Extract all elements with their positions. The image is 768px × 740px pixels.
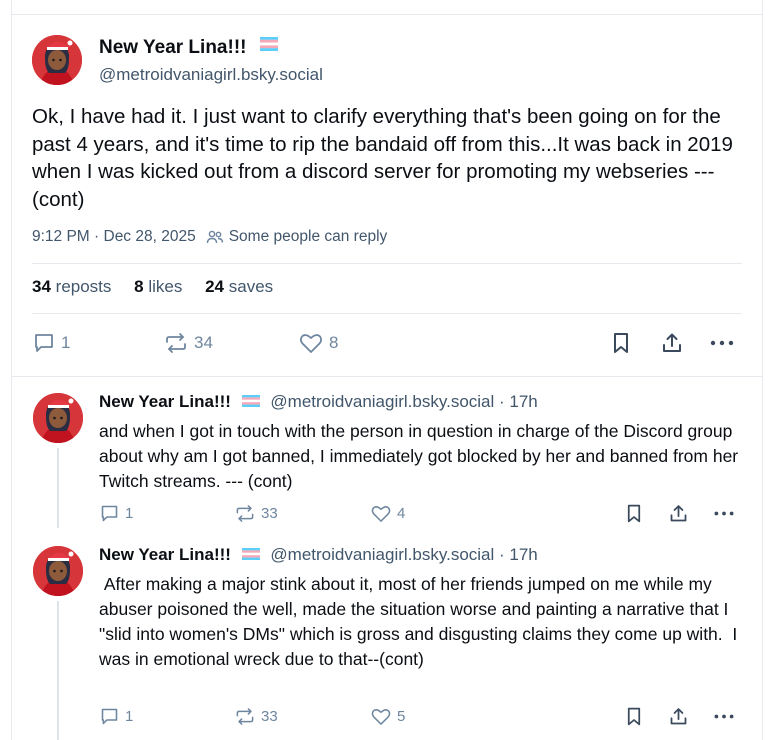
reposts-stat[interactable]: 34 reposts — [32, 277, 112, 296]
speech-bubble-icon — [99, 706, 120, 727]
share-button[interactable] — [668, 706, 689, 727]
author-display-name[interactable]: New Year Lina!!! — [99, 392, 231, 411]
bookmark-icon — [610, 331, 632, 355]
share-upload-icon — [668, 706, 689, 727]
trans-flag-icon — [242, 545, 260, 565]
stats-top-divider — [32, 263, 742, 264]
reply-header — [99, 392, 538, 413]
like-button[interactable] — [370, 503, 405, 524]
trans-flag-icon — [242, 392, 260, 412]
post-text: Ok, I have had it. I just want to clarify everything that's been going on for the past 4 years, and it's time to rip the bandaid off from this...It was back in 2019 when I was kicked out from a discord server for promoting my webseries ---(cont) — [32, 105, 733, 211]
post-stats — [32, 277, 291, 297]
post-meta — [32, 228, 387, 246]
like-count: 8 — [329, 333, 339, 352]
reply-text: After making a major stink about it, most of her friends jumped on me while my abuser poisoned the well, made the situation worse and painting a narrative that I "slid into women's DMs" which is gross and disgusting claims they come up with. I was in emotional wreck due to that--(cont) — [99, 574, 743, 669]
people-icon — [206, 229, 224, 245]
bookmark-button[interactable] — [610, 331, 632, 355]
reply-count: 1 — [125, 505, 134, 522]
author-handle[interactable]: @metroidvaniagirl.bsky.social — [99, 65, 323, 84]
author-display-name[interactable]: New Year Lina!!! — [99, 545, 231, 564]
more-options-button[interactable] — [713, 706, 735, 727]
speech-bubble-icon — [32, 331, 56, 355]
heart-icon — [370, 503, 392, 524]
reply-header — [99, 545, 538, 566]
author-display-name[interactable]: New Year Lina!!! — [99, 37, 247, 59]
heart-icon — [298, 331, 324, 355]
reply-count: 1 — [61, 333, 71, 352]
saves-stat[interactable]: 24 saves — [205, 277, 274, 296]
ellipsis-icon — [709, 331, 735, 355]
share-button[interactable] — [660, 331, 684, 355]
repost-arrows-icon — [234, 503, 256, 524]
avatar[interactable] — [33, 546, 83, 596]
repost-button[interactable] — [234, 503, 278, 524]
like-count: 5 — [397, 708, 406, 725]
bookmark-button[interactable] — [624, 706, 644, 727]
likes-stat[interactable]: 8 likes — [134, 277, 183, 296]
more-options-button[interactable] — [713, 503, 735, 524]
repost-count: 33 — [261, 708, 278, 725]
trans-flag-icon — [260, 35, 278, 57]
reply-setting[interactable] — [206, 228, 388, 246]
share-upload-icon — [668, 503, 689, 524]
thread-line — [57, 448, 59, 528]
bookmark-button[interactable] — [624, 503, 644, 524]
speech-bubble-icon — [99, 503, 120, 524]
reply-setting-label: Some people can reply — [228, 228, 388, 245]
reply-time[interactable]: · 17h — [499, 545, 538, 564]
avatar[interactable] — [32, 35, 82, 85]
repost-arrows-icon — [163, 331, 189, 355]
author-handle[interactable]: @metroidvaniagirl.bsky.social — [270, 545, 495, 564]
like-button[interactable] — [370, 706, 405, 727]
reply-text: and when I got in touch with the person in question in charge of the Discord group about why am I got banned, I immediately got blocked by her and banned from her Twitch streams. --- (cont) — [99, 421, 739, 491]
share-upload-icon — [660, 331, 684, 355]
stats-bottom-divider — [32, 313, 742, 314]
author-handle[interactable]: @metroidvaniagirl.bsky.social — [270, 392, 495, 411]
avatar[interactable] — [33, 393, 83, 443]
share-button[interactable] — [668, 503, 689, 524]
reply-button[interactable] — [99, 706, 133, 727]
repost-count: 33 — [261, 505, 278, 522]
ellipsis-icon — [713, 706, 735, 727]
ellipsis-icon — [713, 503, 735, 524]
like-button[interactable] — [298, 331, 338, 355]
reply-count: 1 — [125, 708, 134, 725]
bookmark-icon — [624, 706, 644, 727]
top-divider — [11, 14, 763, 15]
repost-button[interactable] — [163, 331, 213, 355]
bookmark-icon — [624, 503, 644, 524]
reply-time[interactable]: · 17h — [499, 392, 538, 411]
more-options-button[interactable] — [709, 331, 735, 355]
heart-icon — [370, 706, 392, 727]
repost-arrows-icon — [234, 706, 256, 727]
post-timestamp[interactable]: 9:12 PM · Dec 28, 2025 — [32, 228, 196, 245]
repost-count: 34 — [194, 333, 213, 352]
thread-line — [57, 601, 59, 740]
thread-divider — [11, 376, 763, 377]
reply-button[interactable] — [99, 503, 133, 524]
author-name[interactable] — [99, 37, 278, 59]
like-count: 4 — [397, 505, 406, 522]
repost-button[interactable] — [234, 706, 278, 727]
reply-button[interactable] — [32, 331, 70, 355]
